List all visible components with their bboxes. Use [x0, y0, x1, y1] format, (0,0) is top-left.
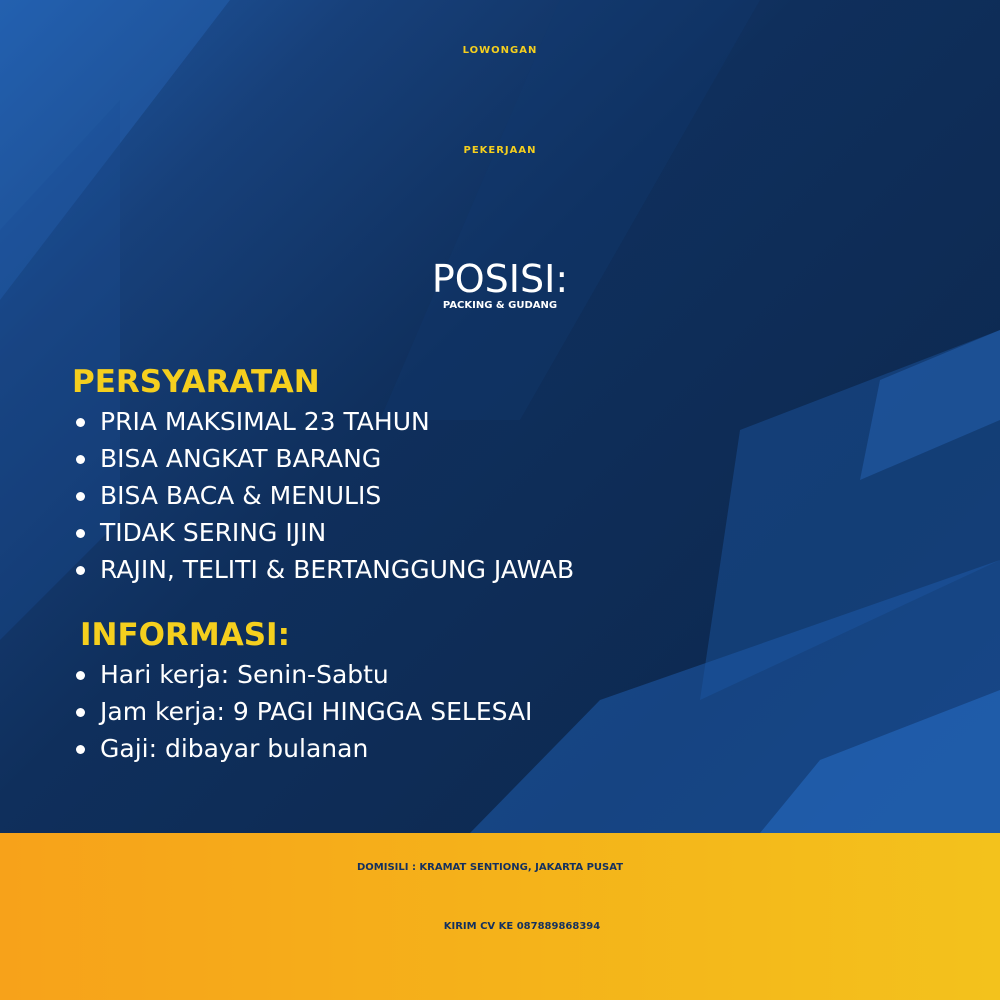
requirement-text: PRIA MAKSIMAL 23 TAHUN — [100, 407, 430, 436]
bullet-icon — [76, 418, 85, 427]
requirement-text: TIDAK SERING IJIN — [100, 518, 327, 547]
list-item — [72, 514, 574, 551]
bullet-icon — [76, 708, 85, 717]
list-item — [72, 477, 574, 514]
list-item — [72, 440, 574, 477]
list-item — [72, 551, 574, 588]
information-text: Hari kerja: Senin-Sabtu — [100, 660, 389, 689]
requirement-text: BISA ANGKAT BARANG — [100, 444, 382, 473]
bullet-icon — [76, 455, 85, 464]
list-item — [72, 656, 532, 693]
list-item — [72, 403, 574, 440]
requirement-text: RAJIN, TELITI & BERTANGGUNG JAWAB — [100, 555, 575, 584]
contact-text: KIRIM CV KE 087889868394 — [443, 921, 601, 932]
title-line-1: LOWONGAN — [462, 45, 538, 56]
footer-banner — [0, 833, 1000, 1000]
title-line-2: PEKERJAAN — [463, 145, 537, 156]
information-heading: INFORMASI: — [80, 617, 290, 653]
bullet-icon — [76, 492, 85, 501]
bullet-icon — [76, 566, 85, 575]
bullet-icon — [76, 671, 85, 680]
requirements-list — [72, 403, 574, 588]
requirement-text: BISA BACA & MENULIS — [100, 481, 382, 510]
information-list — [72, 656, 532, 767]
information-text: Gaji: dibayar bulanan — [100, 734, 369, 763]
list-item — [72, 730, 532, 767]
bullet-icon — [76, 745, 85, 754]
list-item — [72, 693, 532, 730]
domicile-text: DOMISILI : KRAMAT SENTIONG, JAKARTA PUSAT — [356, 862, 624, 873]
information-text: Jam kerja: 9 PAGI HINGGA SELESAI — [100, 697, 533, 726]
position-label: POSISI: — [431, 257, 569, 301]
position-value: PACKING & GUDANG — [442, 300, 558, 311]
requirements-heading: PERSYARATAN — [72, 364, 320, 400]
bullet-icon — [76, 529, 85, 538]
